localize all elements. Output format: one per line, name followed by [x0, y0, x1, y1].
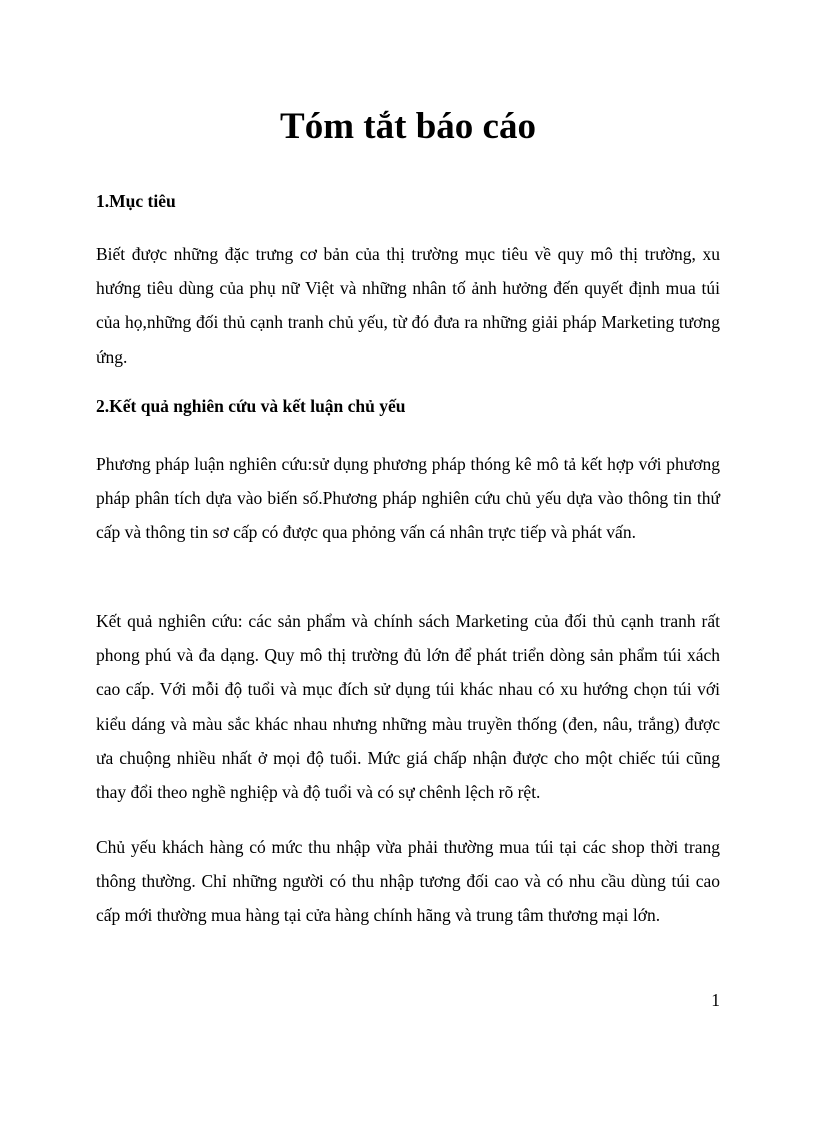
paragraph-methodology: Phương pháp luận nghiên cứu:sử dụng phương pháp thóng kê mô tả kết hợp với phương pháp phân tích dựa vào biến số.Phương pháp nghiên cứu chủ yếu dựa vào thông tin thứ cấp và thông tin sơ cấp có được qua phỏng vấn cá nhân trực tiếp và phát vấn. [96, 454, 720, 543]
section-heading-objectives: 1.Mục tiêu [96, 191, 176, 211]
paragraph-customers: Chủ yếu khách hàng có mức thu nhập vừa phải thường mua túi tại các shop thời trang thông thường. Chỉ những người có thu nhập tương đối cao và có nhu cầu dùng túi cao cấp mới thường mua hàng tại cửa hàng chính hãng và trung tâm thương mại lớn. [96, 837, 720, 926]
section-heading-results: 2.Kết quả nghiên cứu và kết luận chủ yếu [96, 396, 406, 416]
page-number: 1 [711, 990, 720, 1010]
paragraph-objectives: Biết được những đặc trưng cơ bản của thị trường mục tiêu về quy mô thị trường, xu hướng tiêu dùng của phụ nữ Việt và những nhân tố ảnh hưởng đến quyết định mua túi của họ,những đối thủ cạnh tranh chủ yếu, từ đó đưa ra những giải pháp Marketing tương ứng. [96, 244, 720, 367]
page-title: Tóm tắt báo cáo [280, 106, 536, 147]
paragraph-findings: Kết quả nghiên cứu: các sản phẩm và chính sách Marketing của đối thủ cạnh tranh rất phong phú và đa dạng. Quy mô thị trường đủ lớn để phát triển dòng sản phẩm túi xách cao cấp. Với mỗi độ tuổi và mục đích sử dụng túi khác nhau có xu hướng chọn túi với kiểu dáng và màu sắc khác nhau nhưng những màu truyền thống (đen, nâu, trắng) được ưa chuộng nhiều nhất ở mọi độ tuổi. Mức giá chấp nhận được cho một chiếc túi cũng thay đổi theo nghề nghiệp và độ tuổi và có sự chênh lệch rõ rệt. [96, 611, 720, 803]
document-page [96, 0, 720, 1123]
